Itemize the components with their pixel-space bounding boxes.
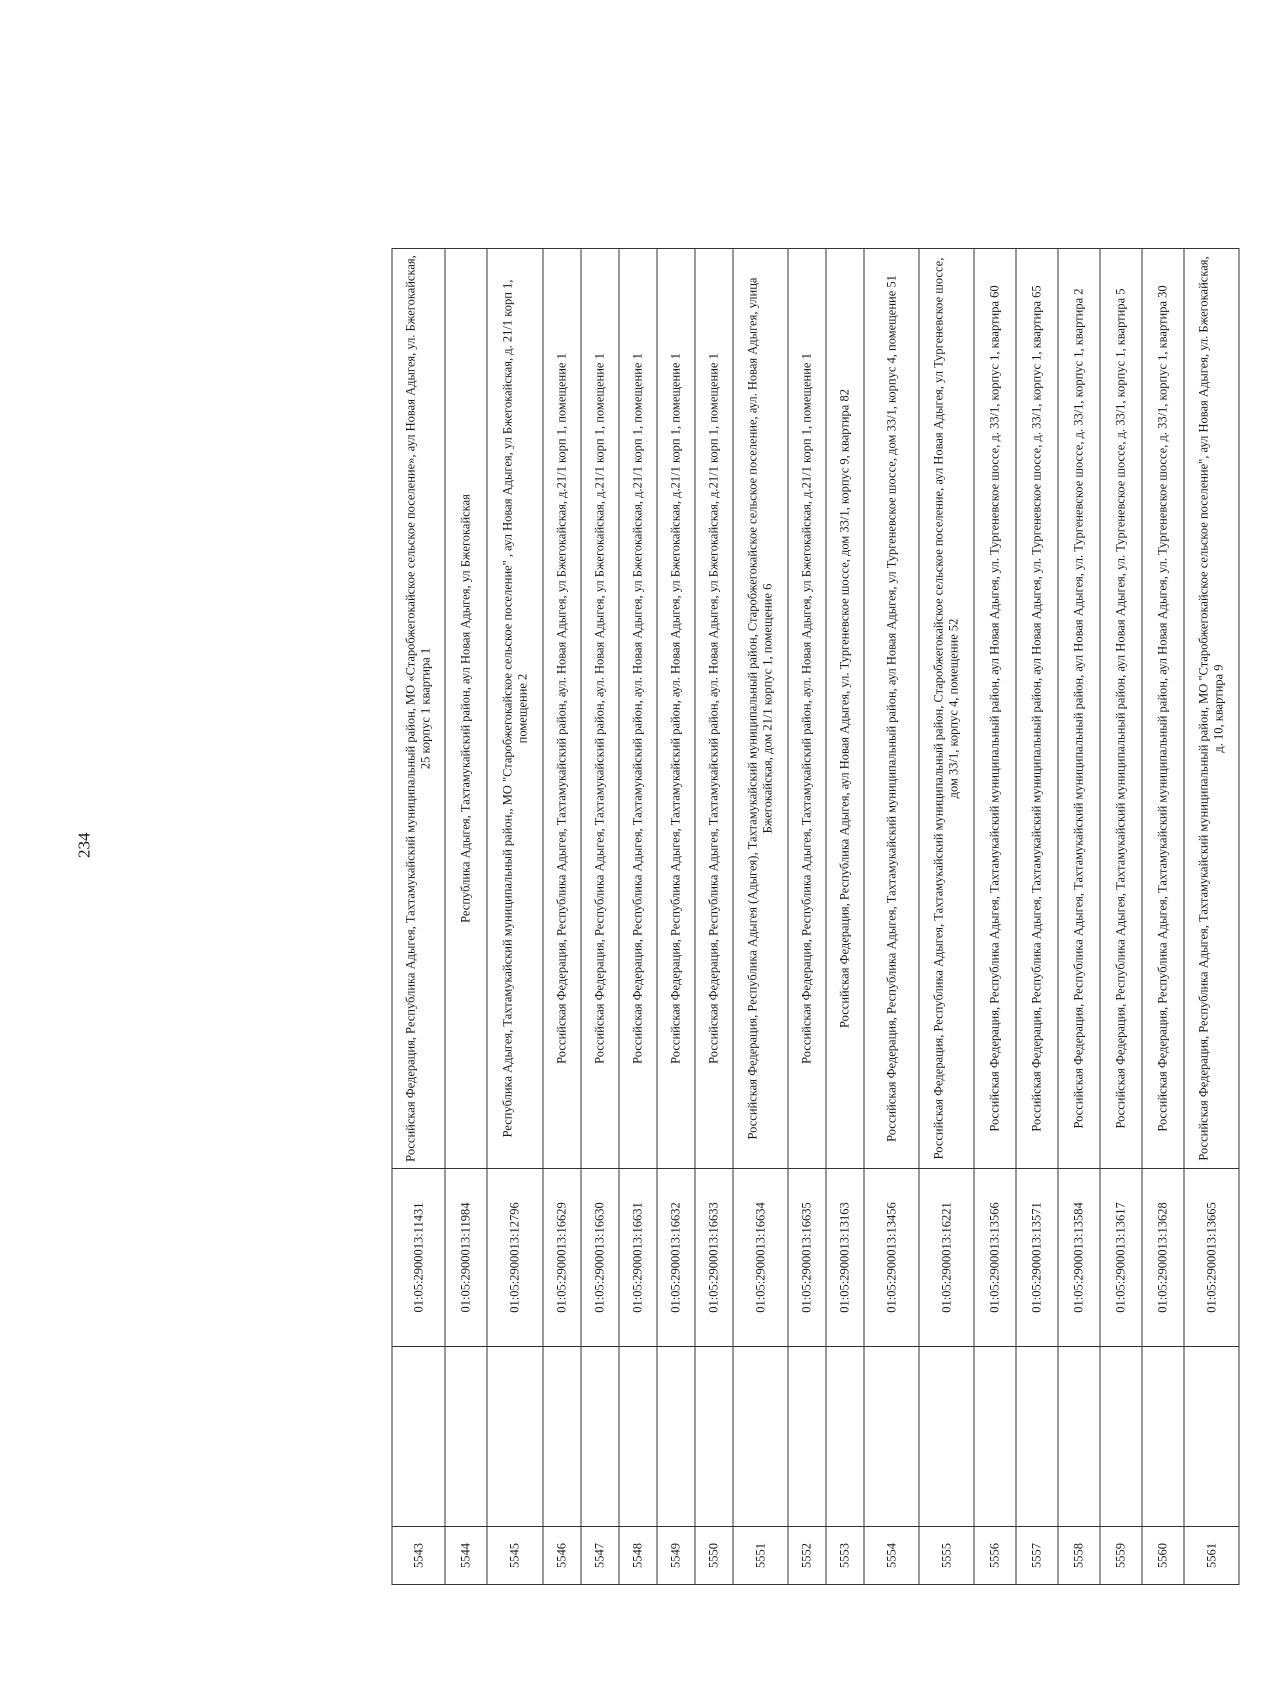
empty-cell bbox=[864, 1347, 919, 1527]
empty-cell bbox=[919, 1347, 974, 1527]
row-number: 5551 bbox=[733, 1527, 788, 1585]
row-number: 5555 bbox=[919, 1527, 974, 1585]
address: Российская Федерация, Республика Адыгея, Тахтамукайский район, аул. Новая Адыгея, ул Бжегокайская, д.21/1 корп 1, помещение 1 bbox=[695, 249, 733, 1169]
cadastral-number: 01:05:2900013:16635 bbox=[788, 1169, 826, 1347]
cadastral-number: 01:05:2900013:13163 bbox=[826, 1169, 864, 1347]
cadastral-number: 01:05:2900013:11431 bbox=[392, 1169, 445, 1347]
row-number: 5545 bbox=[487, 1527, 543, 1585]
row-number: 5556 bbox=[974, 1527, 1016, 1585]
table-row bbox=[788, 249, 826, 1585]
empty-cell bbox=[826, 1347, 864, 1527]
table-row bbox=[1058, 249, 1100, 1585]
empty-cell bbox=[1100, 1347, 1142, 1527]
empty-cell bbox=[788, 1347, 826, 1527]
empty-cell bbox=[487, 1347, 543, 1527]
address: Российская Федерация, Республика Адыгея, аул Новая Адыгея, ул. Тургеневское шоссе, дом 33/1, корпус 9, квартира 82 bbox=[826, 249, 864, 1169]
table-row bbox=[619, 249, 657, 1585]
cadastral-number: 01:05:2900013:13665 bbox=[1184, 1169, 1239, 1347]
table-row bbox=[1142, 249, 1184, 1585]
address: Российская Федерация, Республика Адыгея, Тахтамукайский район, аул. Новая Адыгея, ул Бжегокайская, д.21/1 корп 1, помещение 1 bbox=[543, 249, 581, 1169]
empty-cell bbox=[1058, 1347, 1100, 1527]
address: Российская Федерация, Республика Адыгея, Тахтамукайский муниципальный район, аул Новая Адыгея, ул. Тургеневское шоссе, д. 33/1, корпус 1, квартира 2 bbox=[1058, 249, 1100, 1169]
address: Российская Федерация, Республика Адыгея, Тахтамукайский муниципальный район, МО «Старобжегокайское сельское поселение», аул Новая Адыгея, ул. Бжегокайская, 25 корпус 1 квартира 1 bbox=[392, 249, 445, 1169]
address: Российская Федерация, Республика Адыгея, Тахтамукайский муниципальный район, аул Новая Адыгея, ул. Тургеневское шоссе, д. 33/1, корпус 1, квартира 30 bbox=[1142, 249, 1184, 1169]
address: Российская Федерация, Республика Адыгея, Тахтамукайский район, аул. Новая Адыгея, ул Бжегокайская, д.21/1 корп 1, помещение 1 bbox=[657, 249, 695, 1169]
empty-cell bbox=[974, 1347, 1016, 1527]
empty-cell bbox=[619, 1347, 657, 1527]
cadastral-number: 01:05:2900013:13617 bbox=[1100, 1169, 1142, 1347]
row-number: 5550 bbox=[695, 1527, 733, 1585]
address: Российская Федерация, Республика Адыгея, Тахтамукайский муниципальный район, аул Новая Адыгея, ул. Тургеневское шоссе, д. 33/1, корпус 1, квартира 60 bbox=[974, 249, 1016, 1169]
row-number: 5558 bbox=[1058, 1527, 1100, 1585]
empty-cell bbox=[1184, 1347, 1239, 1527]
address: Российская Федерация, Республика Адыгея, Тахтамукайский район, аул. Новая Адыгея, ул Бжегокайская, д.21/1 корп 1, помещение 1 bbox=[619, 249, 657, 1169]
row-number: 5561 bbox=[1184, 1527, 1239, 1585]
address: Российская Федерация, Республика Адыгея, Тахтамукайский муниципальный район, МО "Старобжегокайское сельское поселение", аул Новая Адыгея, ул. Бжегокайская, д. 10, квартира 9 bbox=[1184, 249, 1239, 1169]
table-row bbox=[657, 249, 695, 1585]
row-number: 5552 bbox=[788, 1527, 826, 1585]
empty-cell bbox=[445, 1347, 487, 1527]
registry-table bbox=[392, 248, 1240, 1585]
table-row bbox=[445, 249, 487, 1585]
cadastral-number: 01:05:2900013:13566 bbox=[974, 1169, 1016, 1347]
table-row bbox=[487, 249, 543, 1585]
table-row bbox=[733, 249, 788, 1585]
address: Российская Федерация, Республика Адыгея, Тахтамукайский муниципальный район, Старобжегокайское сельское поселение, аул Новая Адыгея, ул Тургеневское шоссе, дом 33/1, корпус 4, помещение 52 bbox=[919, 249, 974, 1169]
table-row bbox=[695, 249, 733, 1585]
address: Российская Федерация, Республика Адыгея, Тахтамукайский муниципальный район, аул Новая Адыгея, ул. Тургеневское шоссе, д. 33/1, корпус 1, квартира 65 bbox=[1016, 249, 1058, 1169]
cadastral-number: 01:05:2900013:16631 bbox=[619, 1169, 657, 1347]
cadastral-number: 01:05:2900013:16630 bbox=[581, 1169, 619, 1347]
row-number: 5548 bbox=[619, 1527, 657, 1585]
row-number: 5557 bbox=[1016, 1527, 1058, 1585]
table-row bbox=[1100, 249, 1142, 1585]
empty-cell bbox=[1016, 1347, 1058, 1527]
address: Республика Адыгея, Тахтамукайский муниципальный район,, МО "Старобжегокайское сельское поселение" , аул Новая Адыгея, ул Бжегокайская, д. 21/1 корп 1, помещение 2 bbox=[487, 249, 543, 1169]
table-row bbox=[543, 249, 581, 1585]
row-number: 5554 bbox=[864, 1527, 919, 1585]
cadastral-number: 01:05:2900013:13456 bbox=[864, 1169, 919, 1347]
cadastral-number: 01:05:2900013:16221 bbox=[919, 1169, 974, 1347]
empty-cell bbox=[392, 1347, 445, 1527]
address: Российская Федерация, Республика Адыгея (Адыгея), Тахтамукайский муниципальный район, Старобжегокайское сельское поселение, аул. Новая Адыгея, улица Бжегокайская, дом 21/1 корпус 1, помещение 6 bbox=[733, 249, 788, 1169]
row-number: 5549 bbox=[657, 1527, 695, 1585]
cadastral-number: 01:05:2900013:11984 bbox=[445, 1169, 487, 1347]
table-row bbox=[1016, 249, 1058, 1585]
table-row bbox=[1184, 249, 1239, 1585]
cadastral-number: 01:05:2900013:13628 bbox=[1142, 1169, 1184, 1347]
table-row bbox=[392, 249, 445, 1585]
row-number: 5546 bbox=[543, 1527, 581, 1585]
table-row bbox=[864, 249, 919, 1585]
row-number: 5543 bbox=[392, 1527, 445, 1585]
cadastral-number: 01:05:2900013:16634 bbox=[733, 1169, 788, 1347]
cadastral-number: 01:05:2900013:16632 bbox=[657, 1169, 695, 1347]
row-number: 5559 bbox=[1100, 1527, 1142, 1585]
table-row bbox=[581, 249, 619, 1585]
table-row bbox=[974, 249, 1016, 1585]
cadastral-number: 01:05:2900013:12796 bbox=[487, 1169, 543, 1347]
cadastral-number: 01:05:2900013:13584 bbox=[1058, 1169, 1100, 1347]
row-number: 5560 bbox=[1142, 1527, 1184, 1585]
row-number: 5547 bbox=[581, 1527, 619, 1585]
empty-cell bbox=[695, 1347, 733, 1527]
address: Российская Федерация, Республика Адыгея, Тахтамукайский муниципальный район, аул Новая Адыгея, ул. Тургеневское шоссе, д. 33/1, корпус 1, квартира 5 bbox=[1100, 249, 1142, 1169]
empty-cell bbox=[543, 1347, 581, 1527]
table-row bbox=[919, 249, 974, 1585]
address: Российская Федерация, Республика Адыгея, Тахтамукайский район, аул. Новая Адыгея, ул Бжегокайская, д.21/1 корп 1, помещение 1 bbox=[788, 249, 826, 1169]
cadastral-number: 01:05:2900013:16629 bbox=[543, 1169, 581, 1347]
address: Российская Федерация, Республика Адыгея, Тахтамукайский район, аул. Новая Адыгея, ул Бжегокайская, д.21/1 корп 1, помещение 1 bbox=[581, 249, 619, 1169]
address: Российская Федерация, Республика Адыгея, Тахтамукайский муниципальный район, аул Новая Адыгея, ул Тургеневское шоссе, дом 33/1, корпус 4, помещение 51 bbox=[864, 249, 919, 1169]
rotated-table-container bbox=[392, 249, 1285, 1585]
page-number: 234 bbox=[74, 832, 94, 858]
row-number: 5544 bbox=[445, 1527, 487, 1585]
empty-cell bbox=[1142, 1347, 1184, 1527]
address: Республика Адыгея, Тахтамукайский район, аул Новая Адыгея, ул Бжегокайская bbox=[445, 249, 487, 1169]
cadastral-number: 01:05:2900013:16633 bbox=[695, 1169, 733, 1347]
empty-cell bbox=[581, 1347, 619, 1527]
empty-cell bbox=[733, 1347, 788, 1527]
row-number: 5553 bbox=[826, 1527, 864, 1585]
empty-cell bbox=[657, 1347, 695, 1527]
cadastral-number: 01:05:2900013:13571 bbox=[1016, 1169, 1058, 1347]
table-row bbox=[826, 249, 864, 1585]
